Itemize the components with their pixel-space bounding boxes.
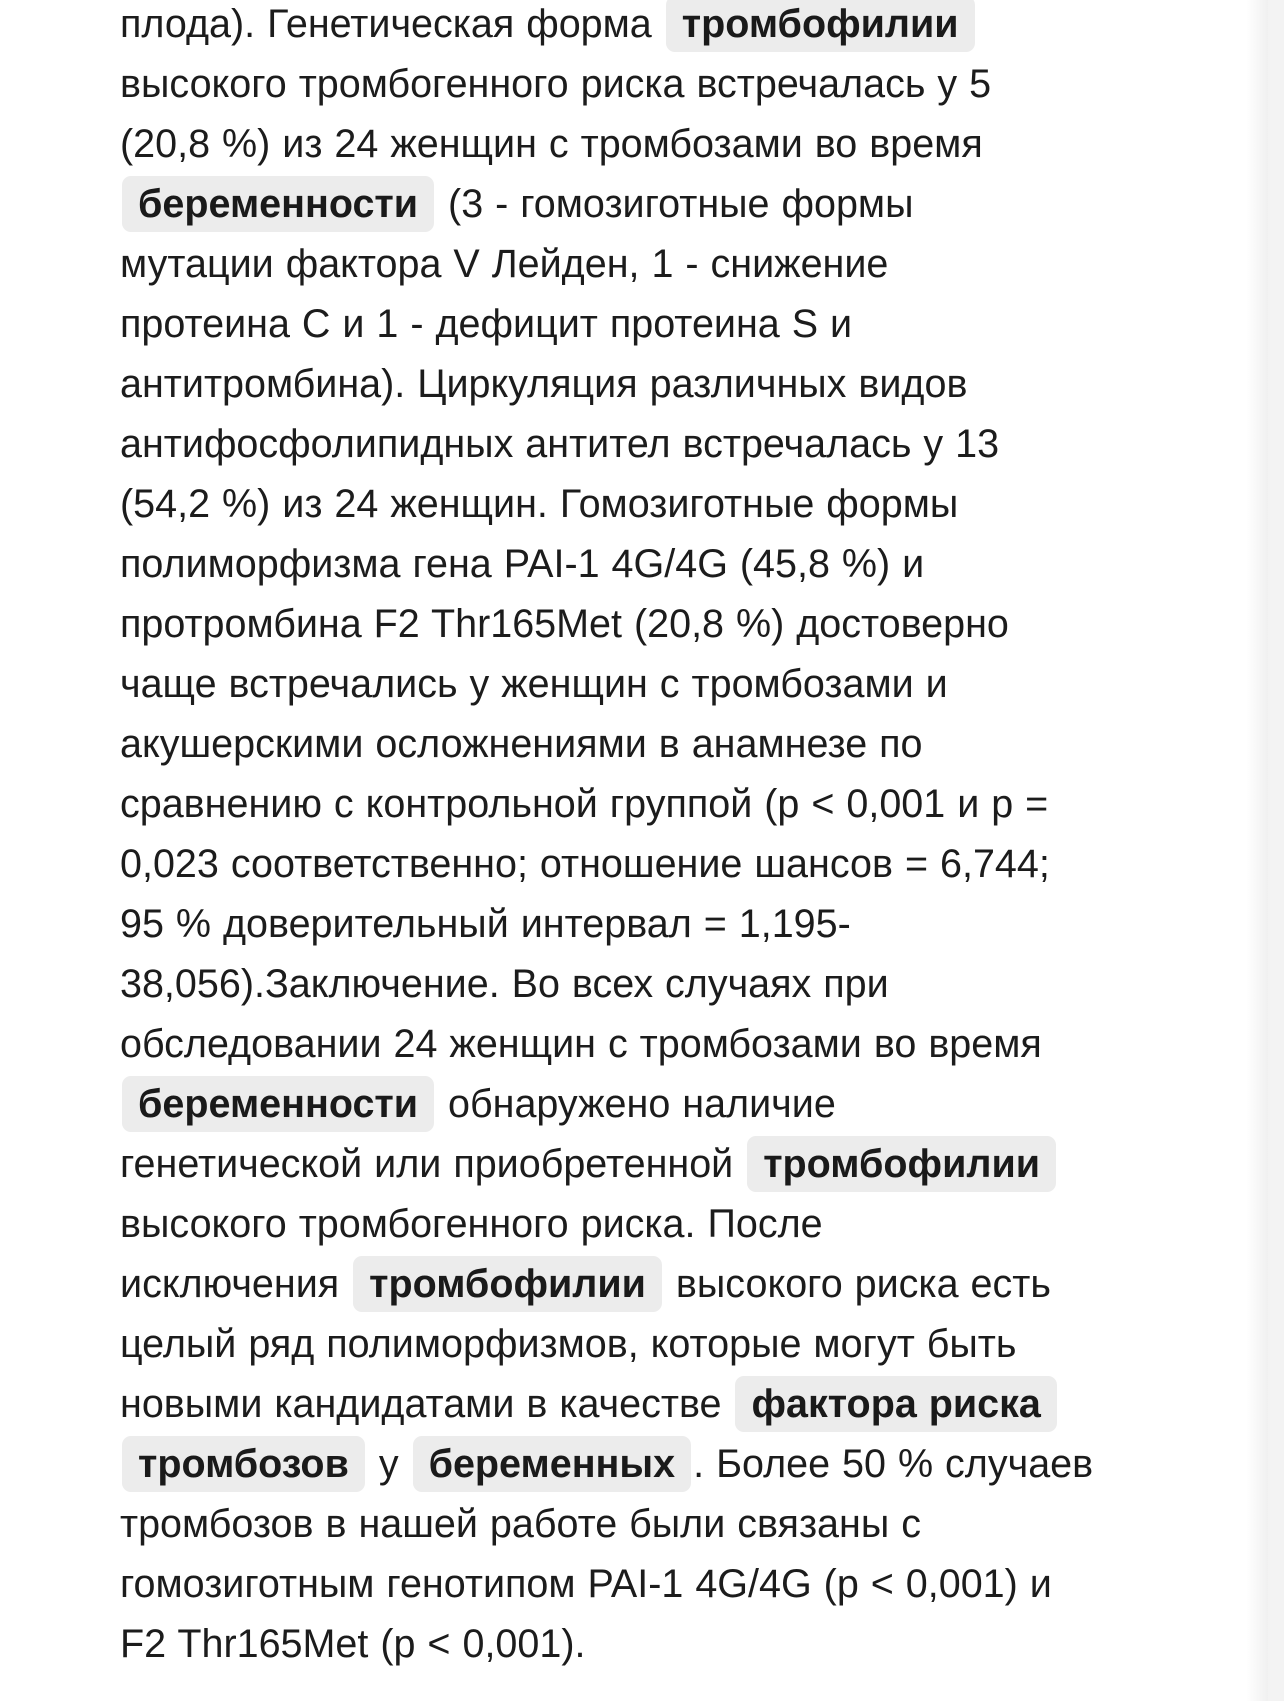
text-line	[120, 1434, 1170, 1494]
abstract-text	[120, 0, 1170, 1674]
text-line	[120, 174, 1170, 234]
text-line	[120, 294, 1170, 354]
search-highlight-term[interactable]: беременных	[413, 1436, 692, 1492]
text-line	[120, 1194, 1170, 1254]
text-line	[120, 954, 1170, 1014]
search-highlight-term[interactable]: тромбофилии	[353, 1256, 662, 1312]
text-segment: высокого тромбогенного риска встречалась у 5	[120, 62, 992, 106]
text-line	[120, 1494, 1170, 1554]
text-line	[120, 474, 1170, 534]
text-segment: 38,056).Заключение. Во всех случаях при	[120, 962, 889, 1006]
text-segment: (20,8 %) из 24 женщин с тромбозами во время	[120, 122, 983, 166]
text-line	[120, 1314, 1170, 1374]
text-segment: полиморфизма гена PAI-1 4G/4G (45,8 %) и	[120, 542, 925, 586]
text-segment: высокого риска есть	[663, 1262, 1051, 1306]
text-segment: антитромбина). Циркуляция различных видов	[120, 362, 968, 406]
text-segment: антифосфолипидных антител встречалась у 13	[120, 422, 1000, 466]
text-line	[120, 594, 1170, 654]
text-line	[120, 0, 1170, 54]
text-segment: плода). Генетическая форма	[120, 2, 664, 46]
text-segment: (54,2 %) из 24 женщин. Гомозиготные формы	[120, 482, 959, 526]
text-line	[120, 114, 1170, 174]
text-line	[120, 834, 1170, 894]
text-segment: новыми кандидатами в качестве	[120, 1382, 734, 1426]
text-segment: генетической или приобретенной	[120, 1142, 746, 1186]
text-segment: мутации фактора V Лейден, 1 - снижение	[120, 242, 889, 286]
text-line	[120, 354, 1170, 414]
text-segment: обследовании 24 женщин с тромбозами во время	[120, 1022, 1042, 1066]
search-highlight-term[interactable]: тромбофилии	[747, 1136, 1056, 1192]
search-highlight-term[interactable]: тромбозов	[122, 1436, 365, 1492]
text-segment: . Более 50 % случаев	[693, 1442, 1094, 1486]
text-segment: протромбина F2 Thr165Met (20,8 %) достоверно	[120, 602, 1009, 646]
text-line	[120, 1014, 1170, 1074]
text-segment: тромбозов в нашей работе были связаны с	[120, 1502, 921, 1546]
text-segment: высокого тромбогенного риска. После	[120, 1202, 823, 1246]
text-line	[120, 1134, 1170, 1194]
text-line	[120, 1374, 1170, 1434]
text-segment: обнаружено наличие	[436, 1082, 836, 1126]
text-line	[120, 654, 1170, 714]
text-line	[120, 1614, 1170, 1674]
text-segment: (3 - гомозиготные формы	[436, 182, 914, 226]
search-highlight-term[interactable]: тромбофилии	[666, 0, 975, 52]
text-segment: акушерскими осложнениями в анамнезе по	[120, 722, 923, 766]
search-highlight-term[interactable]: фактора риска	[735, 1376, 1056, 1432]
text-segment: F2 Thr165Met (p < 0,001).	[120, 1622, 586, 1666]
text-line	[120, 414, 1170, 474]
scrollbar[interactable]	[1268, 0, 1284, 1701]
text-segment: 0,023 соответственно; отношение шансов = 6,744;	[120, 842, 1050, 886]
text-line	[120, 894, 1170, 954]
text-line	[120, 1554, 1170, 1614]
text-segment: у	[366, 1442, 411, 1486]
text-line	[120, 714, 1170, 774]
text-segment: целый ряд полиморфизмов, которые могут быть	[120, 1322, 1017, 1366]
scroll-edge-shadow	[1246, 0, 1268, 1701]
search-highlight-term[interactable]: беременности	[122, 1076, 434, 1132]
text-segment: 95 % доверительный интервал = 1,195-	[120, 902, 851, 946]
text-line	[120, 234, 1170, 294]
text-line	[120, 1254, 1170, 1314]
text-segment: исключения	[120, 1262, 352, 1306]
text-segment: сравнению с контрольной группой (p < 0,001 и p =	[120, 782, 1049, 826]
text-line	[120, 54, 1170, 114]
text-line	[120, 534, 1170, 594]
text-segment: чаще встречались у женщин с тромбозами и	[120, 662, 948, 706]
text-segment: гомозиготным генотипом PAI-1 4G/4G (p < 0,001) и	[120, 1562, 1052, 1606]
search-highlight-term[interactable]: беременности	[122, 176, 434, 232]
text-line	[120, 774, 1170, 834]
text-line	[120, 1074, 1170, 1134]
text-segment: протеина C и 1 - дефицит протеина S и	[120, 302, 853, 346]
